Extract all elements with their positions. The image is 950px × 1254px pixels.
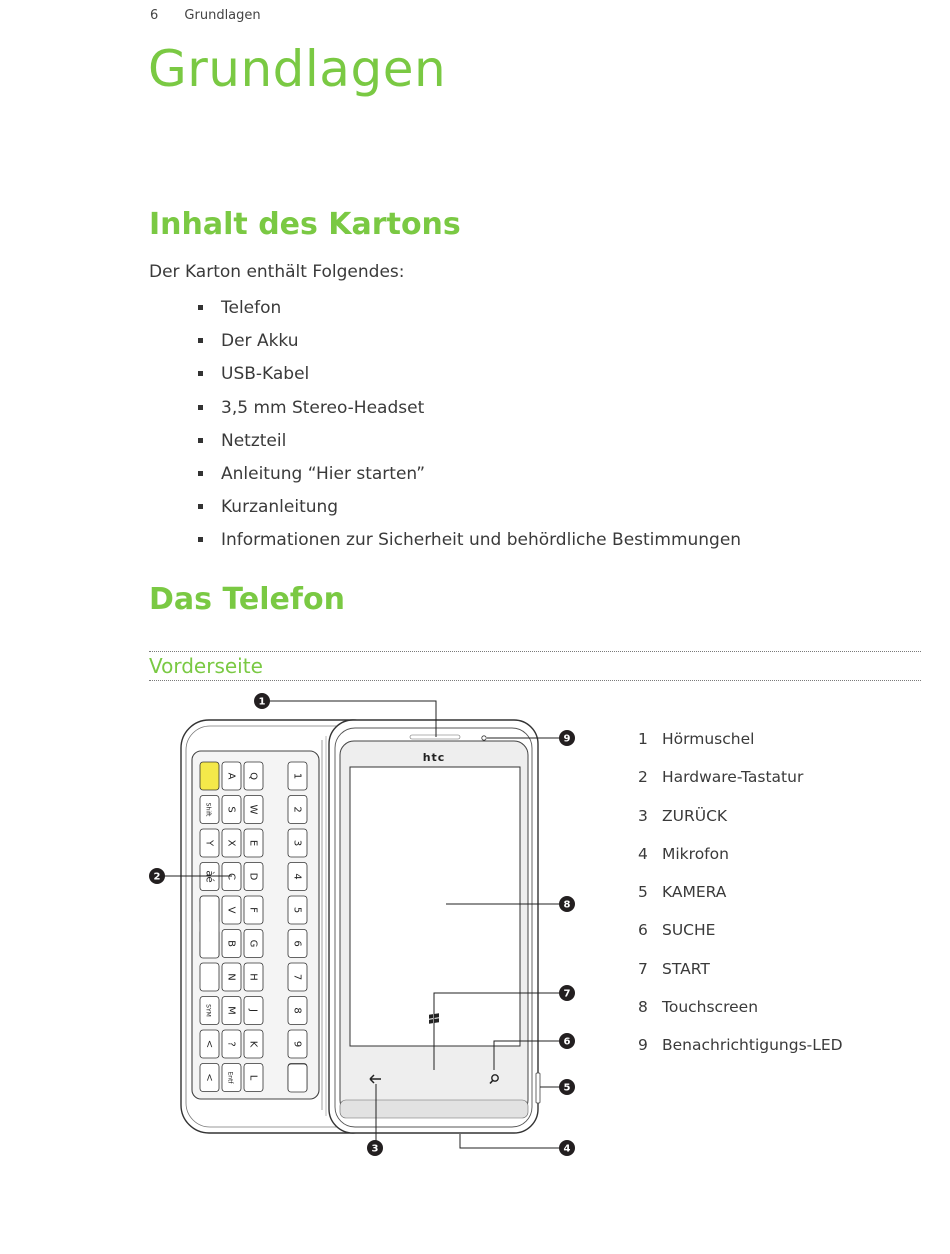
legend-label: KAMERA bbox=[662, 883, 727, 902]
callout-6 bbox=[559, 1033, 575, 1049]
keyboard-key bbox=[288, 896, 307, 924]
legend-number: 1 bbox=[638, 730, 648, 748]
legend-number: 9 bbox=[638, 1036, 648, 1055]
svg-text:1: 1 bbox=[258, 696, 266, 708]
svg-text:8: 8 bbox=[563, 899, 571, 911]
keyboard-key bbox=[200, 1064, 219, 1092]
legend-label: Touchscreen bbox=[662, 998, 759, 1017]
space-key bbox=[200, 896, 219, 958]
running-title: Grundlagen bbox=[184, 8, 261, 23]
svg-text:2: 2 bbox=[291, 806, 303, 813]
keyboard-key bbox=[288, 762, 307, 790]
legend-item bbox=[638, 727, 843, 765]
keyboard-key bbox=[244, 997, 263, 1025]
svg-text:5: 5 bbox=[291, 906, 303, 914]
svg-text:N: N bbox=[225, 973, 237, 981]
svg-text:7: 7 bbox=[291, 973, 303, 981]
keyboard-key bbox=[244, 863, 263, 891]
keyboard-key bbox=[288, 997, 307, 1025]
legend-number: 8 bbox=[638, 998, 648, 1017]
keyboard-key bbox=[288, 829, 307, 857]
legend-label: Hardware-Tastatur bbox=[662, 768, 804, 787]
box-contents-intro: Der Karton enthält Folgendes: bbox=[149, 262, 405, 282]
legend-item bbox=[638, 804, 843, 842]
legend-number: 7 bbox=[638, 959, 648, 978]
keyboard-key bbox=[200, 796, 219, 824]
callout-2 bbox=[149, 868, 165, 884]
svg-text:8: 8 bbox=[291, 1007, 303, 1014]
svg-text:X: X bbox=[225, 839, 237, 847]
legend-label: Mikrofon bbox=[662, 844, 729, 863]
keyboard-key bbox=[244, 963, 263, 991]
callout-9 bbox=[559, 730, 575, 746]
callout-5 bbox=[559, 1079, 575, 1095]
svg-text:W: W bbox=[247, 804, 259, 815]
legend-item bbox=[638, 995, 843, 1033]
svg-text:S: S bbox=[225, 806, 237, 813]
legend-item bbox=[638, 765, 843, 803]
svg-text:àé: àé bbox=[203, 870, 215, 883]
keyboard-key bbox=[244, 1030, 263, 1058]
keyboard-key bbox=[288, 863, 307, 891]
keyboard-key bbox=[200, 762, 219, 790]
keyboard-key bbox=[200, 997, 219, 1025]
keyboard-key bbox=[244, 829, 263, 857]
keyboard-key bbox=[200, 1030, 219, 1058]
svg-text:K: K bbox=[247, 1040, 259, 1048]
svg-text:E: E bbox=[247, 839, 259, 847]
svg-text:3: 3 bbox=[371, 1143, 379, 1155]
callout-4 bbox=[559, 1140, 575, 1156]
keyboard-key bbox=[244, 1064, 263, 1092]
svg-text:2: 2 bbox=[153, 871, 161, 883]
brand-logo: htc bbox=[422, 751, 446, 764]
keyboard-key bbox=[244, 930, 263, 958]
callout-8 bbox=[559, 896, 575, 912]
keyboard-key bbox=[222, 829, 241, 857]
svg-text:H: H bbox=[247, 973, 259, 981]
keyboard-key bbox=[222, 1064, 241, 1092]
list-item-label: Der Akku bbox=[221, 331, 299, 352]
legend-item bbox=[638, 1033, 843, 1071]
list-item-label: Kurzanleitung bbox=[221, 497, 339, 518]
keyboard-key bbox=[200, 963, 219, 991]
keyboard-key bbox=[222, 930, 241, 958]
legend-label: Hörmuschel bbox=[662, 730, 755, 748]
svg-text:6: 6 bbox=[291, 940, 303, 947]
keyboard-key bbox=[244, 896, 263, 924]
svg-text:SYM: SYM bbox=[204, 1004, 212, 1017]
legend-label: ZURÜCK bbox=[662, 806, 728, 825]
svg-text:3: 3 bbox=[291, 839, 303, 847]
list-item-label: Informationen zur Sicherheit und behördliche Bestimmungen bbox=[221, 530, 742, 551]
svg-text:Q: Q bbox=[247, 772, 259, 780]
callout-1 bbox=[254, 693, 270, 709]
list-item-label: USB-Kabel bbox=[221, 364, 310, 385]
svg-text:<: < bbox=[203, 1073, 215, 1082]
keyboard-key bbox=[200, 829, 219, 857]
legend-number: 3 bbox=[638, 806, 648, 825]
svg-text:Shift: Shift bbox=[204, 802, 212, 817]
legend-number: 5 bbox=[638, 883, 648, 902]
legend-item bbox=[638, 880, 843, 918]
svg-text:4: 4 bbox=[291, 873, 303, 880]
keyboard-key bbox=[222, 762, 241, 790]
keyboard-key bbox=[288, 1030, 307, 1058]
legend-item bbox=[638, 918, 843, 956]
svg-text:6: 6 bbox=[563, 1036, 571, 1048]
legend-label: SUCHE bbox=[662, 921, 716, 940]
svg-text:?: ? bbox=[225, 1041, 237, 1047]
callout-3 bbox=[367, 1140, 383, 1156]
svg-text:4: 4 bbox=[563, 1143, 571, 1155]
keyboard-key bbox=[244, 762, 263, 790]
svg-text:<: < bbox=[203, 1039, 215, 1049]
svg-text:Entf: Entf bbox=[226, 1071, 234, 1084]
keyboard-key bbox=[222, 896, 241, 924]
svg-text:7: 7 bbox=[563, 988, 571, 1000]
keyboard-key bbox=[222, 963, 241, 991]
svg-text:J: J bbox=[247, 1009, 259, 1012]
list-item-label: Anleitung “Hier starten” bbox=[221, 463, 426, 484]
keyboard-key bbox=[222, 796, 241, 824]
keyboard-key bbox=[288, 963, 307, 991]
legend-item bbox=[638, 842, 843, 880]
svg-text:5: 5 bbox=[563, 1082, 571, 1094]
keyboard-key bbox=[222, 1030, 241, 1058]
svg-text:Y: Y bbox=[203, 839, 215, 847]
svg-text:L: L bbox=[247, 1074, 259, 1081]
svg-text:F: F bbox=[247, 907, 259, 913]
keyboard-key bbox=[244, 796, 263, 824]
legend-number: 4 bbox=[638, 844, 648, 863]
chapter-title: Grundlagen bbox=[148, 40, 447, 98]
svg-text:A: A bbox=[225, 772, 237, 780]
svg-text:C: C bbox=[225, 873, 237, 880]
section-title-phone: Das Telefon bbox=[149, 582, 345, 617]
list-item-label: Netzteil bbox=[221, 430, 287, 451]
keyboard-key bbox=[288, 930, 307, 958]
list-item-label: Telefon bbox=[221, 298, 282, 318]
page-number: 6 bbox=[150, 8, 159, 23]
svg-text:M: M bbox=[225, 1006, 237, 1015]
legend-number: 6 bbox=[638, 921, 648, 940]
svg-text:B: B bbox=[225, 940, 237, 947]
keyboard-key bbox=[288, 796, 307, 824]
keyboard-key bbox=[222, 997, 241, 1025]
legend-label: START bbox=[662, 959, 710, 978]
svg-text:D: D bbox=[247, 872, 259, 881]
phone-body bbox=[329, 720, 540, 1133]
svg-text:G: G bbox=[247, 939, 259, 948]
legend-number: 2 bbox=[638, 768, 648, 787]
diagram-legend bbox=[638, 727, 843, 1072]
enter-key bbox=[288, 1064, 307, 1092]
callout-7 bbox=[559, 985, 575, 1001]
svg-text:V: V bbox=[225, 906, 237, 914]
list-item-label: 3,5 mm Stereo-Headset bbox=[221, 397, 425, 418]
legend-item bbox=[638, 957, 843, 995]
legend-label: Benachrichtigungs-LED bbox=[662, 1036, 843, 1055]
section-title-box-contents: Inhalt des Kartons bbox=[149, 207, 461, 242]
subsection-title-front: Vorderseite bbox=[149, 654, 263, 678]
svg-text:9: 9 bbox=[291, 1040, 303, 1048]
svg-text:1: 1 bbox=[291, 772, 303, 780]
svg-text:9: 9 bbox=[563, 733, 571, 745]
